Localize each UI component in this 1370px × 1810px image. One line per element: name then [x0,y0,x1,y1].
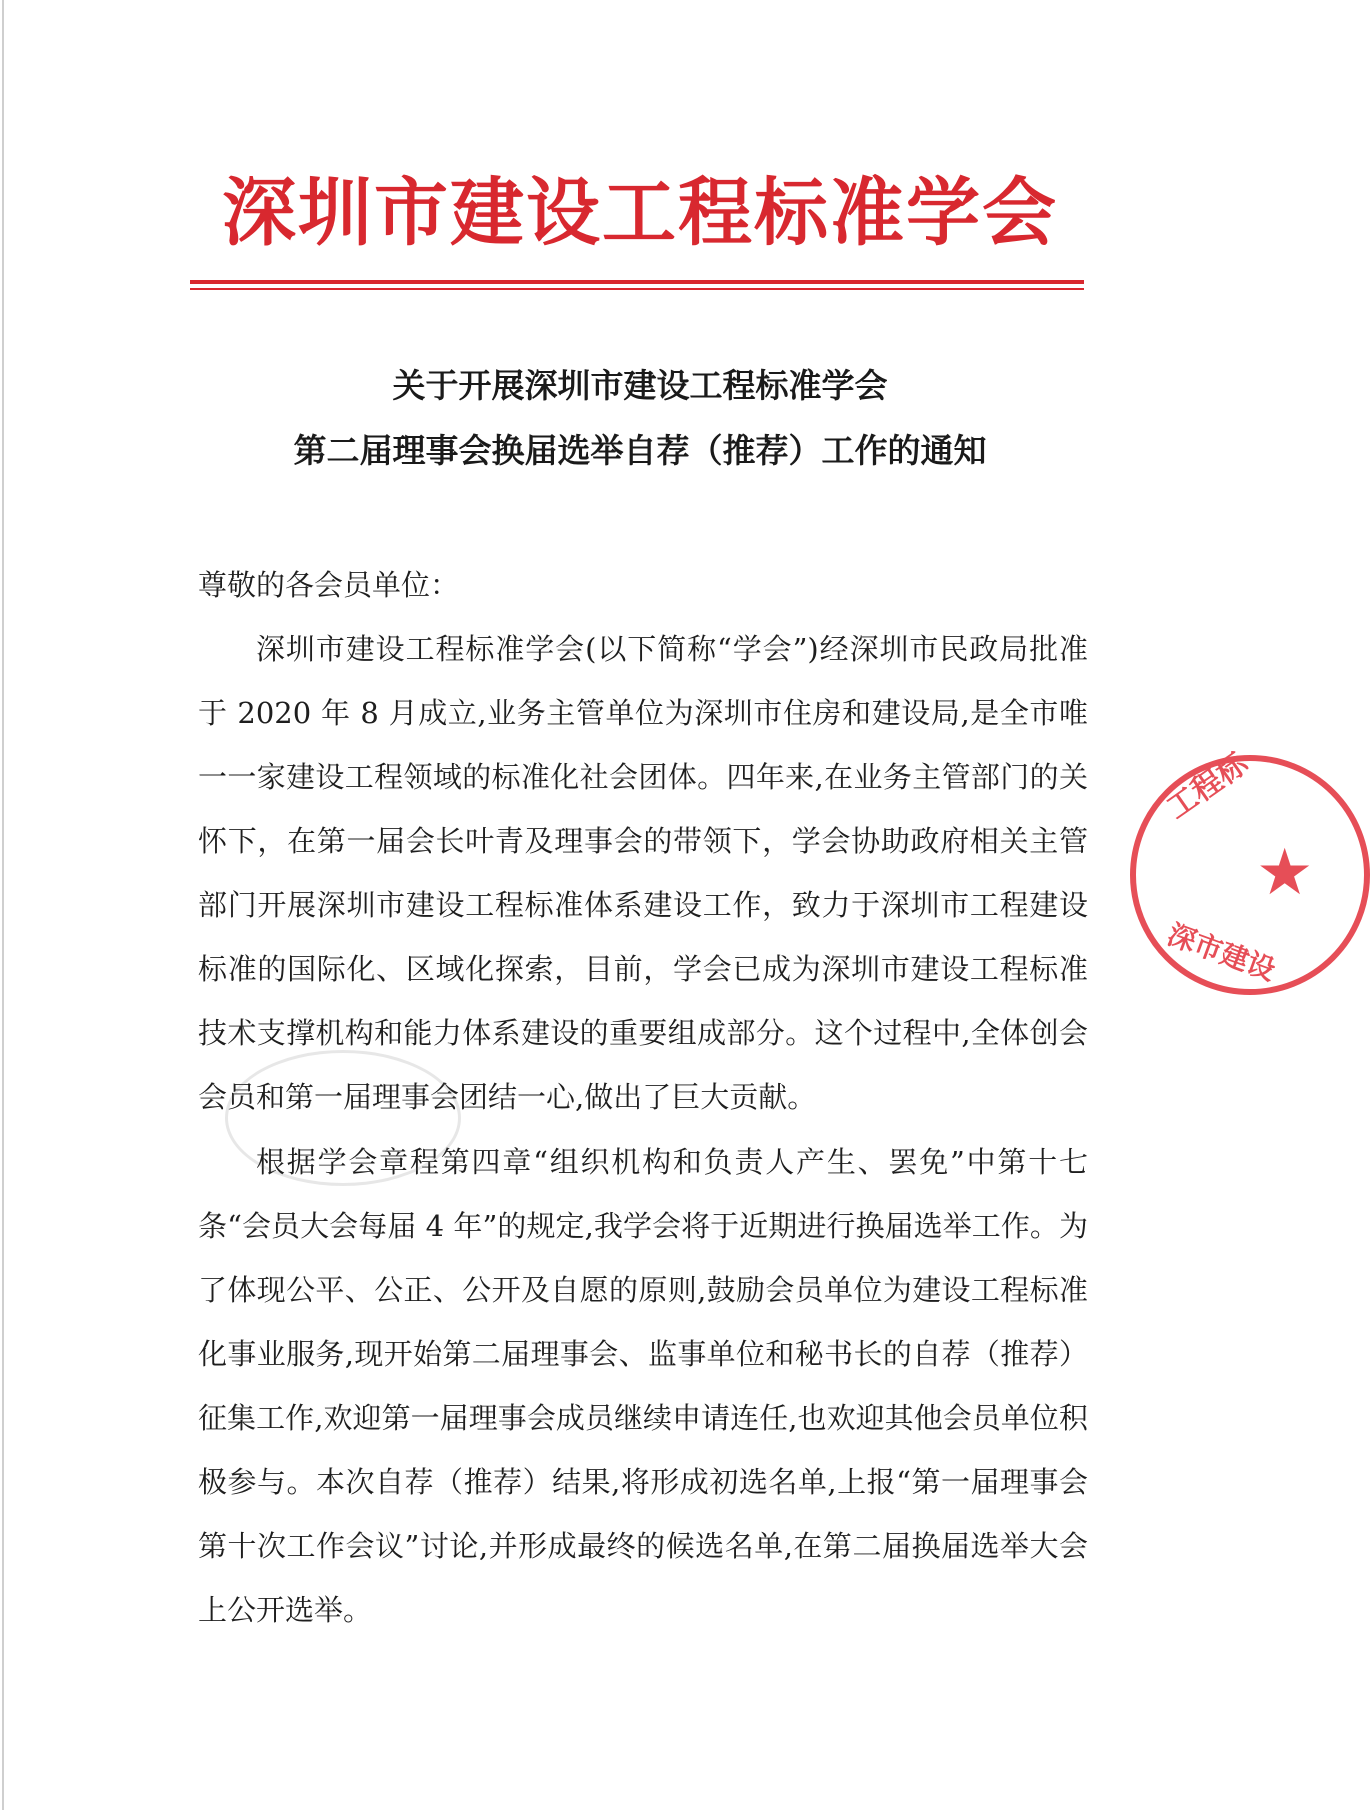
seal-text-top: 工程标 [1160,745,1255,827]
official-seal-stamp [1130,745,1370,995]
paragraph-text: 深圳市建设工程标准学会(以下简称“学会”)经深圳市民政局批准于 2020 年 8 月成立,业务主管单位为深圳市住房和建设局,是全市唯一一家建设工程领域的标准化社会团体。四年来,在业务主管部门的关怀下，在第一届会长叶青及理事会的带领下，学会协助政府相关主管部门开展深圳市建设工程标准体系建设工作，致力于深圳市工程建设标准的国际化、区域化探索，目前，学会已成为深圳市建设工程标准技术支撑机构和能力体系建设的重要组成部分。这个过程中,全体创会会员和第一届理事会团结一心,做出了巨大贡献。 [198,632,1088,1114]
body-paragraph-2 [198,1130,1088,1642]
letterhead-org-name: 深圳市建设工程标准学会 [222,170,1058,256]
paragraph-text: 根据学会章程第四章“组织机构和负责人产生、罢免”中第十七条“会员大会每届 4 年”的规定,我学会将于近期进行换届选举工作。为了体现公平、公正、公开及自愿的原则,鼓励会员单位为建设工程标准化事业服务,现开始第二届理事会、监事单位和秘书长的自荐（推荐）征集工作,欢迎第一届理事会成员继续申请连任,也欢迎其他会员单位积极参与。本次自荐（推荐）结果,将形成初选名单,上报“第一届理事会第十次工作会议”讨论,并形成最终的候选名单,在第二届换届选举大会上公开选举。 [198,1145,1088,1627]
body-paragraph-1 [198,617,1088,1129]
salutation: 尊敬的各会员单位： [198,568,460,602]
letterhead-red-rule [190,280,1084,284]
page-edge-rule [2,0,4,1810]
seal-text-bottom: 深市建设 [1163,917,1280,988]
document-title-line-1: 关于开展深圳市建设工程标准学会 [392,366,888,405]
document-title-line-2: 第二届理事会换届选举自荐（推荐）工作的通知 [293,431,987,470]
seal-star-icon: ★ [1256,836,1314,910]
letterhead-red-rule-thin [190,288,1084,290]
